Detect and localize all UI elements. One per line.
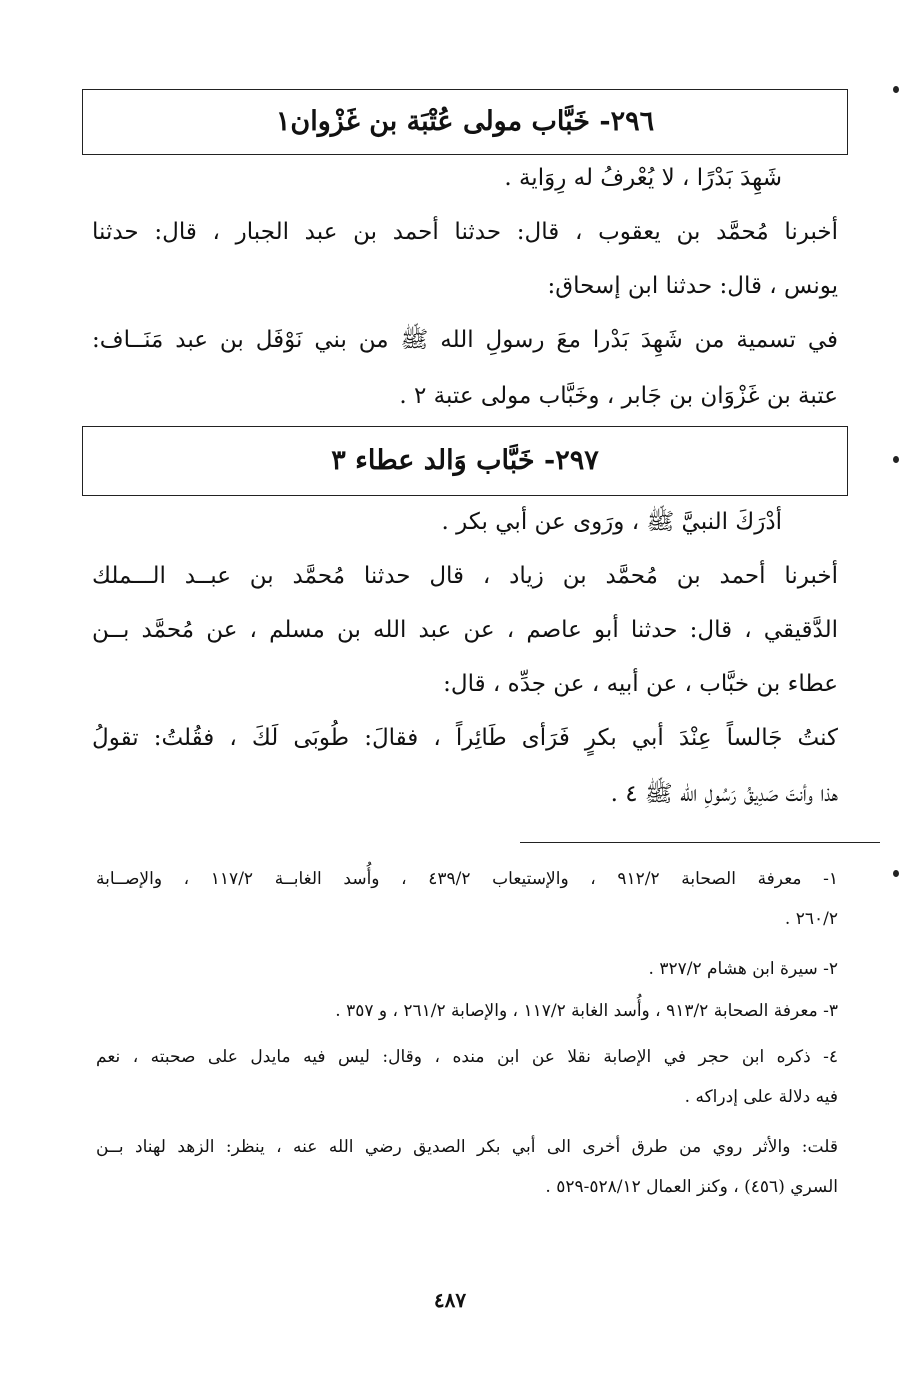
entry-heading-296: ٢٩٦- خَبَّاب مولى عُتْبَة بن غَزْوان١ — [82, 89, 848, 155]
text-line: أدْرَكَ النبيَّ ﷺ ، ورَوى عن أبي بكر . — [441, 509, 782, 535]
margin-mark — [893, 870, 899, 877]
footnote-line: قلت: والأثر روي من طرق أخرى الى أبي بكر الصديق رضي الله عنه ، ينظر: الزهد لهناد بــن — [96, 1137, 838, 1157]
text-line: في تسمية من شَهِدَ بَدْرا معَ رسولِ الله ﷺ من بني نَوْفَل بن عبد مَنَــاف: — [92, 327, 838, 353]
text-line: عطاء بن خبَّاب ، عن أبيه ، عن جدِّه ، قال: — [443, 671, 838, 697]
text-line: أخبرنا أحمد بن مُحمَّد بن زياد ، قال حدثنا مُحمَّد بن عبــد الـــملك — [92, 563, 838, 589]
page-number: ٤٨٧ — [433, 1288, 467, 1312]
margin-mark — [893, 86, 899, 93]
text-line: أخبرنا مُحمَّد بن يعقوب ، قال: حدثنا أحمد بن عبد الجبار ، قال: حدثنا — [92, 219, 838, 245]
footnote-line: فيه دلالة على إدراكه . — [684, 1087, 838, 1107]
footnote-line: السري (٤٥٦) ، وكنز العمال ٥٢٨/١٢-٥٢٩ . — [545, 1177, 838, 1197]
footnote-line: ٣- معرفة الصحابة ٩١٣/٢ ، وأُسد الغابة ١١٧/٢ ، والإصابة ٢٦١/٢ ، و ٣٥٧ . — [335, 1001, 838, 1021]
footnote-line: ٢- سيرة ابن هشام ٣٢٧/٢ . — [648, 959, 838, 979]
text-line: هذا وأنتَ صَدِيقُ رَسُولِ الله ﷺ ٤ . — [610, 781, 838, 807]
text-line: الدَّقيقي ، قال: حدثنا أبو عاصم ، عن عبد الله بن مسلم ، عن مُحمَّد بــن — [92, 617, 838, 643]
footnote-line: ٤- ذكره ابن حجر في الإصابة نقلا عن ابن منده ، وقال: ليس فيه مايدل على صحبته ، نعم — [96, 1047, 838, 1067]
footnote-line: ٢٦٠/٢ . — [784, 909, 838, 929]
text-line: كنتُ جَالساً عِنْدَ أبي بكرٍ فَرَأى طَائِراً ، فقالَ: طُوبَى لَكَ ، فقُلتُ: تقولُ — [92, 725, 838, 751]
footnote-separator — [520, 842, 880, 843]
margin-mark — [893, 456, 899, 463]
text-line: عتبة بن غَزْوَان بن جَابر ، وخَبَّاب مولى عتبة ٢ . — [399, 383, 838, 409]
footnote-line: ١- معرفة الصحابة ٩١٢/٢ ، والإستيعاب ٤٣٩/٢ ، وأُسد الغابــة ١١٧/٢ ، والإصــابة — [96, 869, 839, 889]
text-line: شَهِدَ بَدْرًا ، لا يُعْرفُ له رِوَاية . — [504, 165, 782, 191]
text-line: يونس ، قال: حدثنا ابن إسحاق: — [547, 273, 838, 299]
entry-heading-297: ٢٩٧- خَبَّاب وَالد عطاء ٣ — [82, 426, 848, 496]
